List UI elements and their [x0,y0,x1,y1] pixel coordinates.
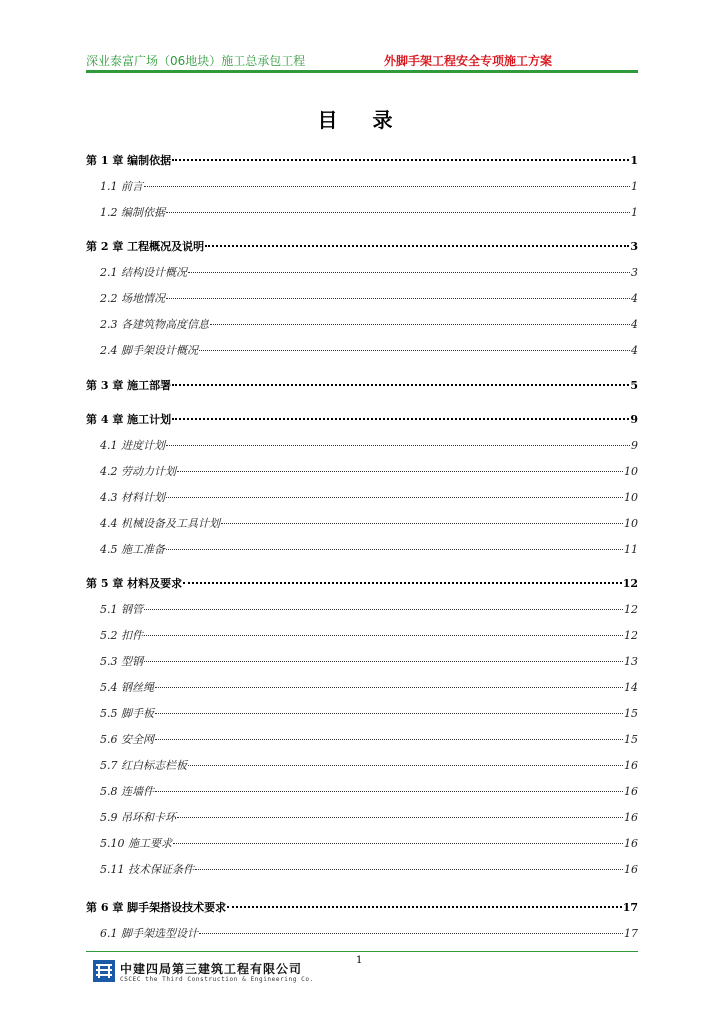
toc-entry-label: 5.7 红白标志栏板 [100,759,187,772]
toc-leader-dots [183,581,622,584]
footer-divider [86,951,638,952]
toc-section-entry[interactable] [100,204,638,220]
toc-entry-page: 3 [631,266,638,279]
cscec-logo-icon [93,960,115,982]
page-header [86,50,638,70]
toc-entry-page: 12 [622,577,638,590]
toc-entry-page: 1 [630,154,638,167]
toc-entry-page: 15 [624,707,638,720]
toc-entry-page: 12 [624,629,638,642]
toc-chapter-entry[interactable] [86,152,638,168]
toc-leader-dots [177,470,623,472]
toc-entry-label: 第 1 章 编制依据 [86,154,172,167]
toc-entry-label: 2.2 场地情况 [100,292,165,305]
toc-entry-label: 5.9 吊环和卡环 [100,811,176,824]
toc-section-entry[interactable] [100,342,638,358]
toc-entry-label: 5.1 钢管 [100,603,143,616]
toc-entry-page: 16 [624,785,638,798]
toc-leader-dots [172,158,629,161]
toc-entry-page: 4 [631,318,638,331]
toc-leader-dots [172,417,629,420]
toc-entry-label: 5.8 连墙件 [100,785,154,798]
toc-entry-label: 4.2 劳动力计划 [100,465,176,478]
toc-entry-page: 1 [631,206,638,219]
toc-leader-dots [144,634,623,636]
toc-title: 目 录 [317,108,407,132]
toc-entry-label: 第 4 章 施工计划 [86,413,172,426]
toc-entry-label: 4.5 施工准备 [100,543,165,556]
toc-entry-label: 1.2 编制依据 [100,206,165,219]
toc-entry-label: 5.5 脚手板 [100,707,154,720]
toc-leader-dots [188,271,630,273]
toc-leader-dots [195,868,623,870]
toc-entry-label: 5.11 技术保证条件 [100,863,194,876]
toc-entry-label: 5.3 型钢 [100,655,143,668]
toc-leader-dots [205,244,629,247]
toc-entry-page: 3 [630,240,638,253]
toc-leader-dots [221,522,623,524]
toc-entry-page: 1 [631,180,638,193]
toc-entry-page: 16 [624,837,638,850]
toc-entry-label: 2.3 各建筑物高度信息 [100,318,209,331]
toc-entry-page: 11 [624,543,638,556]
toc-section-entry[interactable] [100,290,638,306]
toc-section-entry[interactable] [100,264,638,280]
company-name-english: CSCEC the Third Construction & Engineering Co. [120,976,314,983]
toc-leader-dots [166,548,623,550]
toc-entry-page: 12 [624,603,638,616]
toc-entry-label: 第 6 章 脚手架搭设技术要求 [86,901,227,914]
toc-leader-dots [166,496,623,498]
toc-section-entry[interactable] [100,489,638,505]
toc-leader-dots [155,738,623,740]
toc-entry-page: 14 [624,681,638,694]
toc-chapter-entry[interactable] [86,411,638,427]
toc-leader-dots [199,932,623,934]
toc-entry-label: 6.1 脚手架选型设计 [100,927,198,940]
toc-section-entry[interactable] [100,653,638,669]
toc-entry-label: 第 3 章 施工部署 [86,379,172,392]
toc-entry-label: 5.4 钢丝绳 [100,681,154,694]
toc-leader-dots [210,323,630,325]
toc-chapter-entry[interactable] [86,238,638,254]
toc-entry-page: 16 [624,759,638,772]
toc-entry-label: 5.10 施工要求 [100,837,172,850]
toc-entry-label: 2.4 脚手架设计概况 [100,344,198,357]
toc-section-entry[interactable] [100,437,638,453]
page-number: 1 [356,955,363,966]
toc-section-entry[interactable] [100,463,638,479]
company-name: 中建四局第三建筑工程有限公司 [120,962,303,976]
toc-section-entry[interactable] [100,601,638,617]
toc-entry-label: 第 5 章 材料及要求 [86,577,183,590]
toc-entry-page: 17 [624,927,638,940]
toc-section-entry[interactable] [100,835,638,851]
toc-section-entry[interactable] [100,515,638,531]
toc-entry-page: 13 [624,655,638,668]
toc-entry-label: 5.2 扣件 [100,629,143,642]
toc-entry-page: 9 [630,413,638,426]
toc-entry-page: 10 [624,465,638,478]
toc-entry-page: 4 [631,344,638,357]
toc-entry-page: 5 [630,379,638,392]
toc-chapter-entry[interactable] [86,899,638,915]
toc-entry-page: 17 [622,901,638,914]
toc-leader-dots [188,764,623,766]
toc-chapter-entry[interactable] [86,377,638,393]
toc-leader-dots [144,185,630,187]
toc-section-entry[interactable] [100,925,638,941]
toc-entry-label: 1.1 前言 [100,180,143,193]
toc-chapter-entry[interactable] [86,575,638,591]
toc-leader-dots [166,211,630,213]
toc-section-entry[interactable] [100,178,638,194]
header-project-name: 深业泰富广场（06地块）施工总承包工程 [86,54,306,68]
toc-leader-dots [166,444,630,446]
toc-entry-label: 第 2 章 工程概况及说明 [86,240,205,253]
toc-section-entry[interactable] [100,731,638,747]
toc-leader-dots [177,816,623,818]
toc-section-entry[interactable] [100,316,638,332]
toc-leader-dots [155,686,623,688]
toc-entry-page: 4 [631,292,638,305]
toc-leader-dots [227,905,622,908]
toc-entry-page: 15 [624,733,638,746]
toc-leader-dots [155,790,623,792]
header-document-title: 外脚手架工程安全专项施工方案 [384,54,553,68]
toc-leader-dots [172,383,629,386]
toc-entry-page: 10 [624,491,638,504]
toc-entry-label: 4.3 材料计划 [100,491,165,504]
toc-section-entry[interactable] [100,757,638,773]
toc-entry-label: 4.1 进度计划 [100,439,165,452]
toc-entry-page: 16 [624,811,638,824]
toc-leader-dots [166,297,630,299]
toc-leader-dots [144,660,623,662]
toc-section-entry[interactable] [100,783,638,799]
toc-section-entry[interactable] [100,541,638,557]
toc-leader-dots [173,842,623,844]
toc-section-entry[interactable] [100,809,638,825]
toc-entry-page: 16 [624,863,638,876]
toc-leader-dots [199,349,630,351]
toc-leader-dots [155,712,623,714]
toc-section-entry[interactable] [100,679,638,695]
toc-entry-page: 10 [624,517,638,530]
toc-entry-page: 9 [631,439,638,452]
toc-leader-dots [144,608,623,610]
toc-section-entry[interactable] [100,627,638,643]
toc-entry-label: 5.6 安全网 [100,733,154,746]
toc-entry-label: 4.4 机械设备及工具计划 [100,517,220,530]
toc-entry-label: 2.1 结构设计概况 [100,266,187,279]
toc-section-entry[interactable] [100,705,638,721]
toc-section-entry[interactable] [100,861,638,877]
header-divider [86,70,638,73]
